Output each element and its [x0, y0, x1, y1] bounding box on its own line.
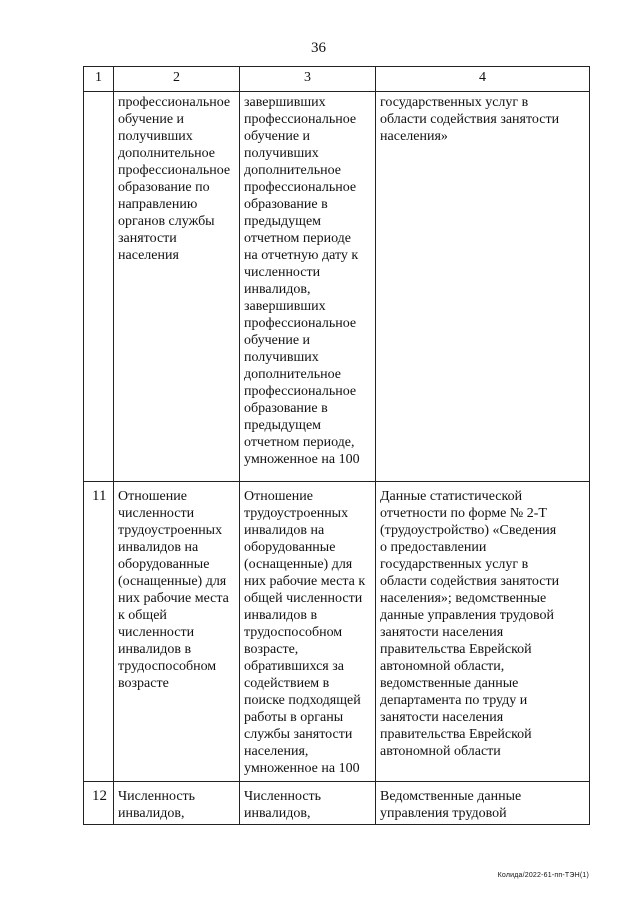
cell-text-line: профессиональное [244, 316, 357, 331]
indicator-table [83, 66, 590, 825]
calculation-method-cell [240, 482, 376, 782]
cell-text-line: профессиональное [118, 163, 231, 178]
cell-text-line: численности [118, 625, 195, 640]
data-source-cell [376, 92, 590, 482]
cell-text-line: государственных услуг в [380, 557, 529, 572]
cell-text-line: предыдущем [244, 214, 322, 229]
cell-text-line: Ведомственные данные [380, 789, 522, 804]
cell-text-line: инвалидов, [118, 806, 185, 821]
header-cell: 1 [84, 67, 114, 92]
cell-text-line: занятости населения [380, 625, 504, 640]
cell-text-line: умноженное на 100 [244, 452, 360, 467]
cell-text-line: дополнительное [244, 163, 341, 178]
cell-text-line: возрасте [118, 676, 169, 691]
cell-text-line: на отчетную дату к [244, 248, 359, 263]
row-number [84, 92, 114, 482]
cell-text-line: поиске подходящей [244, 693, 361, 708]
cell-text-line: инвалидов на [244, 523, 325, 538]
cell-text-line: возрасте, [244, 642, 299, 657]
cell-text-line: инвалидов в [244, 608, 318, 623]
cell-text-line: отчетном периоде [244, 231, 352, 246]
cell-text-line: обучение и [118, 112, 185, 127]
cell-text-line: получивших [244, 146, 319, 161]
table-header-row [84, 67, 590, 92]
cell-text-line: профессиональное [244, 384, 357, 399]
cell-text-line: работы в органы [244, 710, 344, 725]
cell-text-line: них рабочие места к [244, 574, 366, 589]
table-row [84, 92, 590, 482]
cell-text-line: обучение и [244, 333, 311, 348]
cell-text-line: управления трудовой [380, 806, 507, 821]
cell-text-line: населения [118, 248, 179, 263]
cell-text-line: автономной области [380, 744, 501, 759]
indicator-name-cell [114, 482, 240, 782]
cell-text-line: образование в [244, 401, 328, 416]
cell-text-line: ведомственные данные [380, 676, 519, 691]
cell-text-line: трудоустроенных [244, 506, 349, 521]
cell-text-line: (оснащенные) для [118, 574, 227, 589]
cell-text-line: них рабочие места [118, 591, 229, 606]
cell-text-line: оборудованные [118, 557, 210, 572]
cell-text-line: населения, [244, 744, 309, 759]
cell-text-line: умноженное на 100 [244, 761, 360, 776]
cell-text-line: образование в [244, 197, 328, 212]
cell-text-line: получивших [244, 350, 319, 365]
cell-text-line: трудоспособном [244, 625, 343, 640]
cell-text-line: Отношение [244, 489, 313, 504]
cell-text-line: правительства Еврейской [380, 642, 532, 657]
cell-text-line: органов службы [118, 214, 215, 229]
cell-text-line: инвалидов на [118, 540, 199, 555]
cell-text-line: отчетности по форме № 2-Т [380, 506, 547, 521]
cell-text-line: Численность [244, 789, 322, 804]
cell-text-line: содействием в [244, 676, 330, 691]
row-number: 12 [84, 782, 114, 825]
cell-text-line: оборудованные [244, 540, 336, 555]
cell-text-line: правительства Еврейской [380, 727, 532, 742]
cell-text-line: образование по [118, 180, 210, 195]
cell-text-line: профессиональное [244, 112, 357, 127]
cell-text-line: автономной области, [380, 659, 505, 674]
header-cell: 4 [376, 67, 590, 92]
header-cell: 2 [114, 67, 240, 92]
row-number: 11 [84, 482, 114, 782]
cell-text-line: населения»; ведомственные [380, 591, 547, 606]
cell-text-line: инвалидов, [244, 806, 311, 821]
data-source-cell [376, 782, 590, 825]
calculation-method-cell [240, 92, 376, 482]
cell-text-line: Данные статистической [380, 489, 523, 504]
cell-text-line: завершивших [244, 299, 326, 314]
cell-text-line: занятости населения [380, 710, 504, 725]
page-number: 36 [311, 40, 326, 56]
cell-text-line: инвалидов, [244, 282, 311, 297]
cell-text-line: департамента по труду и [380, 693, 528, 708]
cell-text-line: профессиональное [244, 180, 357, 195]
cell-text-line: области содействия занятости [380, 112, 560, 127]
cell-text-line: области содействия занятости [380, 574, 560, 589]
table-row [84, 782, 590, 825]
cell-text-line: (оснащенные) для [244, 557, 353, 572]
cell-text-line: инвалидов в [118, 642, 192, 657]
cell-text-line: численности [244, 265, 321, 280]
cell-text-line: предыдущем [244, 418, 322, 433]
cell-text-line: трудоспособном [118, 659, 217, 674]
cell-text-line: службы занятости [244, 727, 353, 742]
cell-text-line: трудоустроенных [118, 523, 223, 538]
table-row [84, 482, 590, 782]
cell-text-line: обучение и [244, 129, 311, 144]
cell-text-line: данные управления трудовой [380, 608, 555, 623]
cell-text-line: направлению [118, 197, 198, 212]
indicator-name-cell [114, 92, 240, 482]
cell-text-line: Отношение [118, 489, 187, 504]
cell-text-line: населения» [380, 129, 448, 144]
cell-text-line: дополнительное [118, 146, 215, 161]
calculation-method-cell [240, 782, 376, 825]
document-code: Колида/2022-61-пп-ТЭН(1) [497, 872, 589, 879]
cell-text-line: к общей [118, 608, 167, 623]
cell-text-line: государственных услуг в [380, 95, 529, 110]
cell-text-line: Численность [118, 789, 196, 804]
cell-text-line: завершивших [244, 95, 326, 110]
cell-text-line: дополнительное [244, 367, 341, 382]
cell-text-line: численности [118, 506, 195, 521]
data-source-cell [376, 482, 590, 782]
cell-text-line: (трудоустройство) «Сведения [380, 523, 557, 538]
cell-text-line: профессиональное [118, 95, 231, 110]
cell-text-line: отчетном периоде, [244, 435, 355, 450]
cell-text-line: занятости [118, 231, 177, 246]
cell-text-line: о предоставлении [380, 540, 487, 555]
header-cell: 3 [240, 67, 376, 92]
cell-text-line: общей численности [244, 591, 363, 606]
cell-text-line: обратившихся за [244, 659, 344, 674]
indicator-name-cell [114, 782, 240, 825]
cell-text-line: получивших [118, 129, 193, 144]
